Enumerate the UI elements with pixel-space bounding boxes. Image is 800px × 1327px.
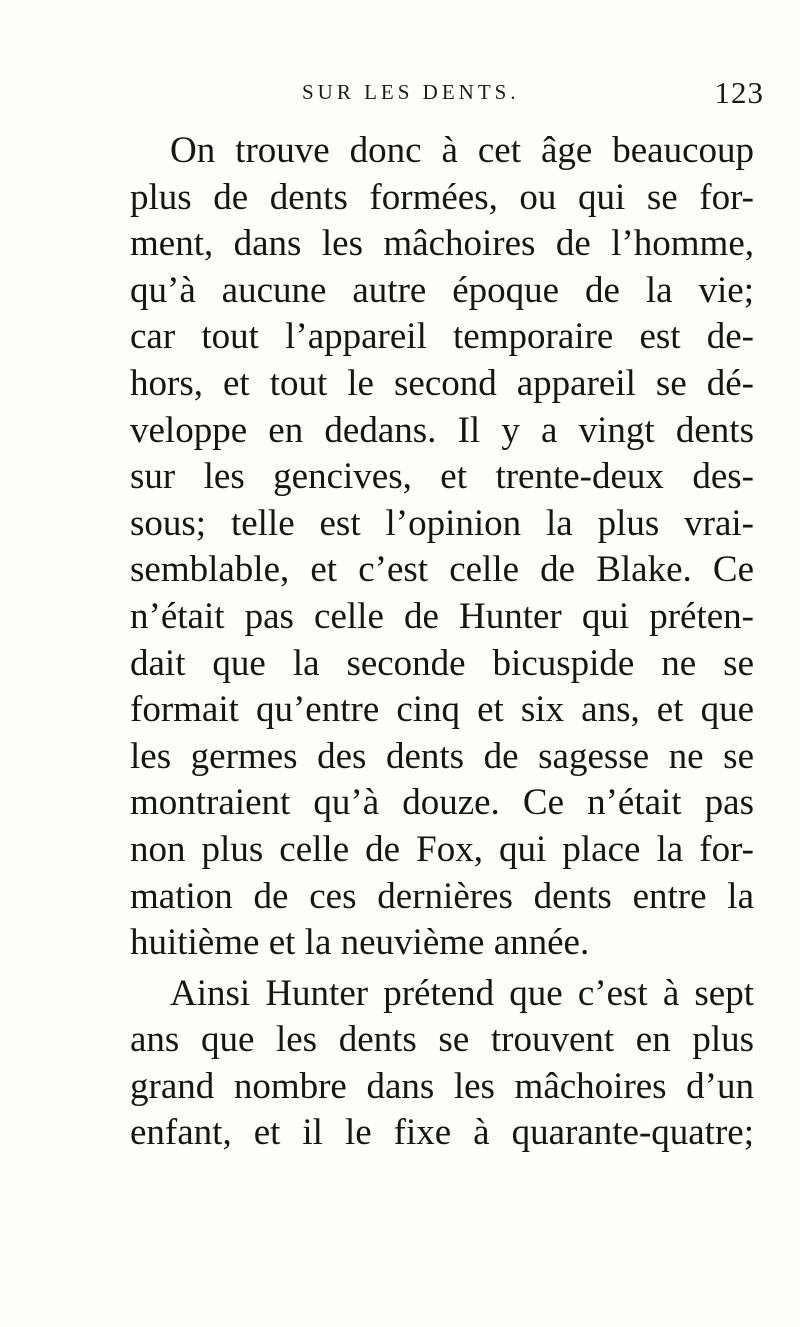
text-line: sous; telle est l’opinion la plus vrai- bbox=[130, 502, 754, 544]
running-head: SUR LES DENTS. bbox=[302, 80, 520, 104]
paragraph-1 bbox=[130, 128, 754, 967]
text-line: ment, dans les mâchoires de l’homme, bbox=[130, 223, 754, 265]
text-line: plus de dents formées, ou qui se for- bbox=[130, 176, 754, 218]
text-line: montraient qu’à douze. Ce n’était pas bbox=[130, 782, 754, 824]
paragraph-2 bbox=[130, 971, 754, 1157]
text-line: qu’à aucune autre époque de la vie; bbox=[130, 269, 754, 311]
text-line: Ainsi Hunter prétend que c’est à sept bbox=[170, 972, 754, 1014]
text-line: hors, et tout le second appareil se dé- bbox=[130, 362, 754, 404]
text-line: sur les gencives, et trente-deux des- bbox=[130, 456, 754, 498]
text-line: veloppe en dedans. Il y a vingt dents bbox=[130, 409, 754, 451]
page-number: 123 bbox=[714, 75, 764, 110]
text-line: ans que les dents se trouvent en plus bbox=[130, 1019, 754, 1061]
text-line: car tout l’appareil temporaire est de- bbox=[130, 316, 754, 358]
text-line: formait qu’entre cinq et six ans, et que bbox=[130, 689, 754, 731]
text-line: grand nombre dans les mâchoires d’un bbox=[130, 1065, 754, 1107]
text-line: semblable, et c’est celle de Blake. Ce bbox=[130, 549, 754, 591]
text-line: enfant, et il le fixe à quarante-quatre; bbox=[130, 1112, 754, 1154]
page-header bbox=[130, 75, 766, 112]
text-line: On trouve donc à cet âge beaucoup bbox=[170, 130, 754, 171]
text-line: les germes des dents de sagesse ne se bbox=[130, 735, 754, 777]
body-text bbox=[130, 128, 754, 1157]
text-line: n’était pas celle de Hunter qui préten- bbox=[130, 595, 754, 637]
text-line: non plus celle de Fox, qui place la for- bbox=[130, 828, 754, 870]
text-line: huitième et la neuvième année. bbox=[130, 922, 590, 964]
text-line: mation de ces dernières dents entre la bbox=[130, 875, 754, 917]
text-line: dait que la seconde bicuspide ne se bbox=[130, 642, 754, 684]
